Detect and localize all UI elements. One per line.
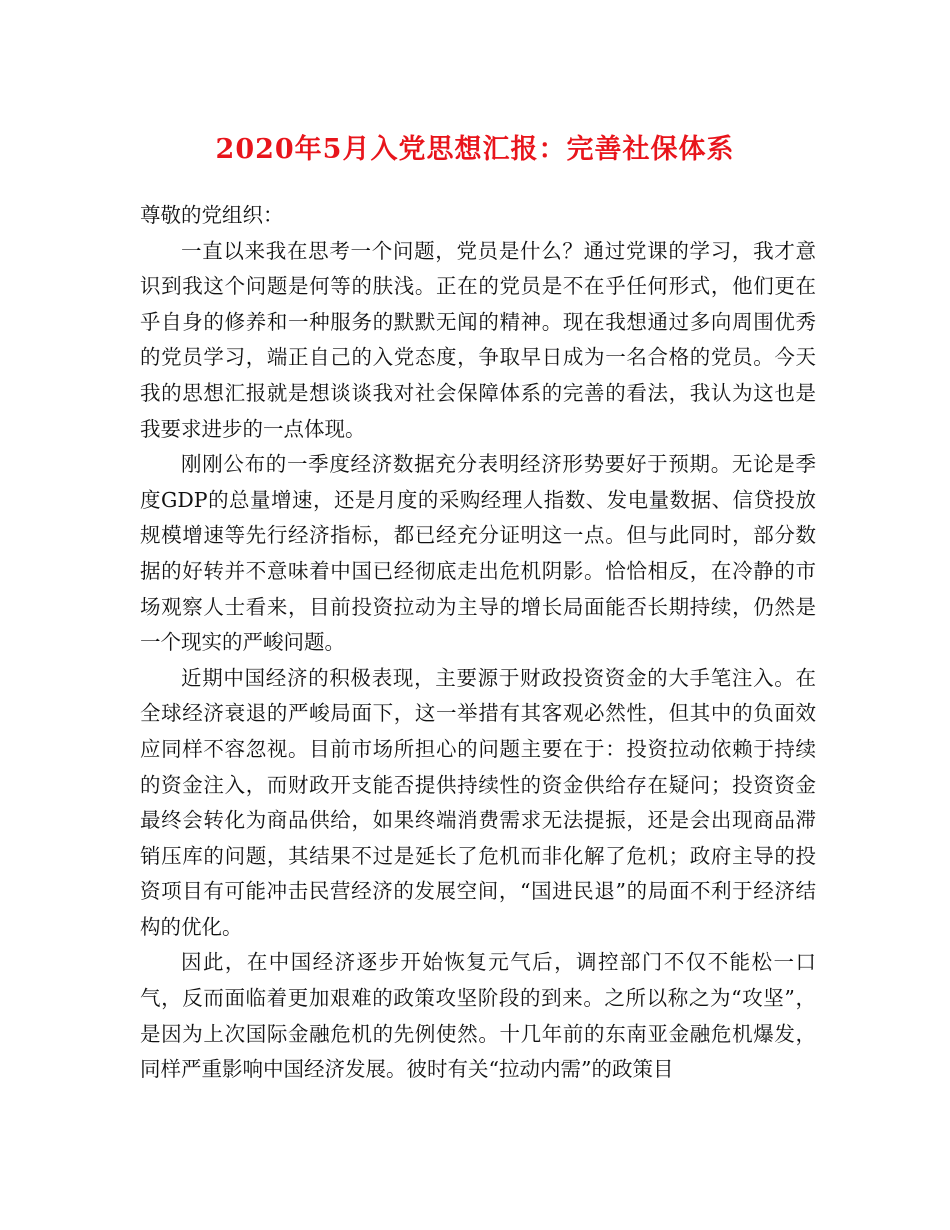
paragraph-1: 一直以来我在思考一个问题，党员是什么？通过党课的学习，我才意识到我这个问题是何等的肤浅。正在的党员是不在乎任何形式，他们更在乎自身的修养和一种服务的默默无闻的精神。现在我想通过多向周围优秀的党员学习，端正自己的入党态度，争取早日成为一名合格的党员。今天我的思想汇报就是想谈谈我对社会保障体系的完善的看法，我认为这也是我要求进步的一点体现。 — [140, 238, 816, 441]
document-title: 2020年5月入党思想汇报：完善社保体系 — [215, 134, 735, 165]
document-body — [140, 198, 816, 1088]
paragraph-2: 刚刚公布的一季度经济数据充分表明经济形势要好于预期。无论是季度GDP的总量增速，还是月度的采购经理人指数、发电量数据、信贷投放规模增速等先行经济指标，都已经充分证明这一点。但与此同时，部分数据的好转并不意味着中国已经彻底走出危机阴影。恰恰相反，在冷静的市场观察人士看来，目前投资拉动为主导的增长局面能否长期持续，仍然是一个现实的严峻问题。 — [140, 452, 816, 655]
salutation: 尊敬的党组织： — [140, 203, 284, 227]
paragraph-3: 近期中国经济的积极表现，主要源于财政投资资金的大手笔注入。在全球经济衰退的严峻局面下，这一举措有其客观必然性，但其中的负面效应同样不容忽视。目前市场所担心的问题主要在于：投资拉动依赖于持续的资金注入，而财政开支能否提供持续性的资金供给存在疑问；投资资金最终会转化为商品供给，如果终端消费需求无法提振，还是会出现商品滞销压库的问题，其结果不过是延长了危机而非化解了危机；政府主导的投资项目有可能冲击民营经济的发展空间，“国进民退”的局面不利于经济结构的优化。 — [140, 665, 816, 939]
paragraph-4: 因此，在中国经济逐步开始恢复元气后，调控部门不仅不能松一口气，反而面临着更加艰难的政策攻坚阶段的到来。之所以称之为“攻坚”，是因为上次国际金融危机的先例使然。十几年前的东南亚金融危机爆发，同样严重影响中国经济发展。彼时有关“拉动内需”的政策目 — [140, 950, 816, 1082]
